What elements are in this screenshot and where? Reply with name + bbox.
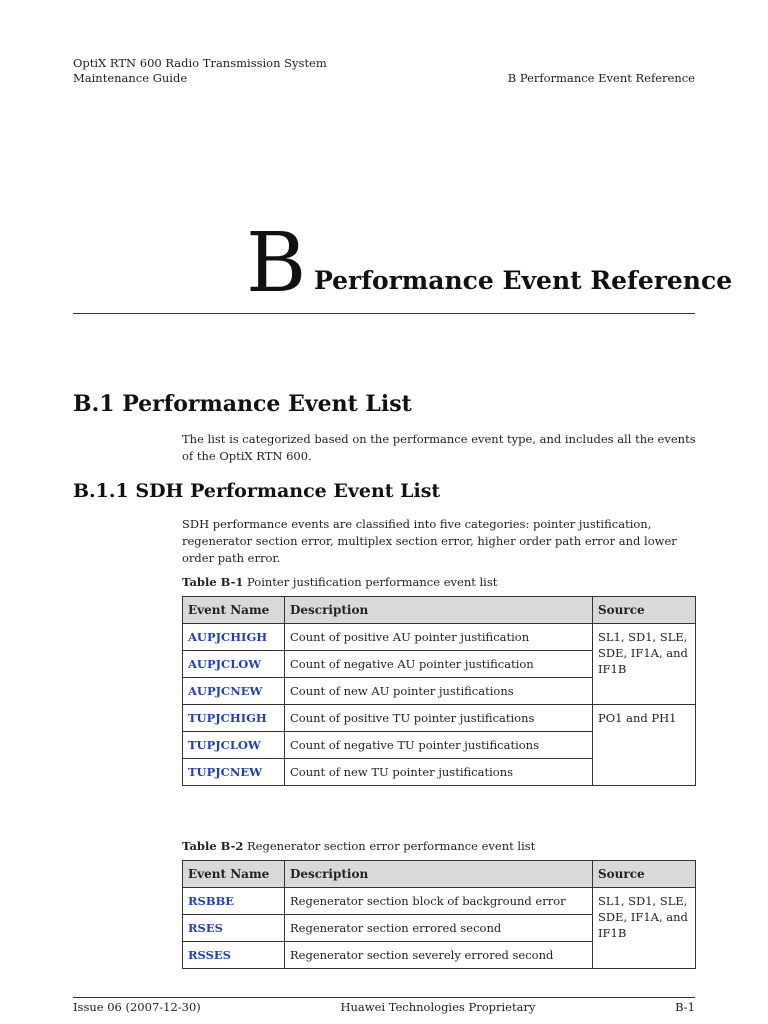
section-title: B.1 Performance Event List [73,391,412,417]
col-header-source: Source [593,597,696,624]
table-caption-b1 [182,574,497,590]
event-name-cell [183,915,285,942]
caption-text: Regenerator section error performance event list [243,839,536,853]
chapter-title: Performance Event Reference [314,266,733,295]
header-guide: Maintenance Guide [73,71,188,85]
event-name-link[interactable]: RSBBE [188,894,235,908]
chapter-letter: B [246,216,307,311]
source-cell: PO1 and PH1 [593,705,696,786]
caption-text: Pointer justification performance event list [243,575,498,589]
table-header-row [183,861,696,888]
event-name-link[interactable]: AUPJCLOW [188,657,262,671]
section-intro: The list is categorized based on the performance event type, and includes all the events of the OptiX RTN 600. [182,432,696,463]
footer-page-number: B-1 [675,1000,695,1014]
col-header-event-name: Event Name [183,861,285,888]
event-name-link[interactable]: RSSES [188,948,231,962]
table-header-row [183,597,696,624]
event-name-cell [183,678,285,705]
event-name-cell [183,705,285,732]
event-name-link[interactable]: AUPJCHIGH [188,630,268,644]
description-cell: Count of new AU pointer justifications [285,678,593,705]
event-name-link[interactable]: RSES [188,921,223,935]
description-cell: Count of positive AU pointer justification [285,624,593,651]
source-cell: SL1, SD1, SLE, SDE, IF1A, and IF1B [593,888,696,969]
chapter-rule [73,313,695,314]
event-name-link[interactable]: TUPJCHIGH [188,711,267,725]
pointer-justification-table [182,596,696,786]
col-header-source: Source [593,861,696,888]
page-header [73,56,695,86]
event-name-cell [183,624,285,651]
col-header-event-name: Event Name [183,597,285,624]
event-name-cell [183,759,285,786]
description-cell: Regenerator section errored second [285,915,593,942]
table-row [183,624,696,651]
header-product: OptiX RTN 600 Radio Transmission System [73,56,327,70]
description-cell: Count of negative AU pointer justification [285,651,593,678]
footer-issue: Issue 06 (2007-12-30) [73,1000,201,1014]
regenerator-section-error-table [182,860,696,969]
source-cell: SL1, SD1, SLE, SDE, IF1A, and IF1B [593,624,696,705]
col-header-description: Description [285,597,593,624]
description-cell: Count of new TU pointer justifications [285,759,593,786]
header-chapter-ref: B Performance Event Reference [507,71,695,85]
description-cell: Count of negative TU pointer justifications [285,732,593,759]
event-name-cell [183,888,285,915]
description-cell: Regenerator section block of background error [285,888,593,915]
subsection-intro: SDH performance events are classified into five categories: pointer justification, regenerator section error, multiplex section error, higher order path error and lower order path error. [182,517,677,565]
table-row [183,705,696,732]
event-name-cell [183,942,285,969]
subsection-title: B.1.1 SDH Performance Event List [73,480,441,502]
page-footer [73,997,695,1014]
chapter-heading [246,214,733,314]
footer-company: Huawei Technologies Proprietary [340,1000,536,1014]
event-name-link[interactable]: TUPJCNEW [188,765,263,779]
table-row [183,888,696,915]
table-caption-b2 [182,838,535,854]
caption-label: Table B-1 [182,575,244,589]
event-name-link[interactable]: TUPJCLOW [188,738,261,752]
description-cell: Count of positive TU pointer justifications [285,705,593,732]
event-name-cell [183,651,285,678]
col-header-description: Description [285,861,593,888]
event-name-cell [183,732,285,759]
description-cell: Regenerator section severely errored second [285,942,593,969]
caption-label: Table B-2 [182,839,244,853]
event-name-link[interactable]: AUPJCNEW [188,684,263,698]
